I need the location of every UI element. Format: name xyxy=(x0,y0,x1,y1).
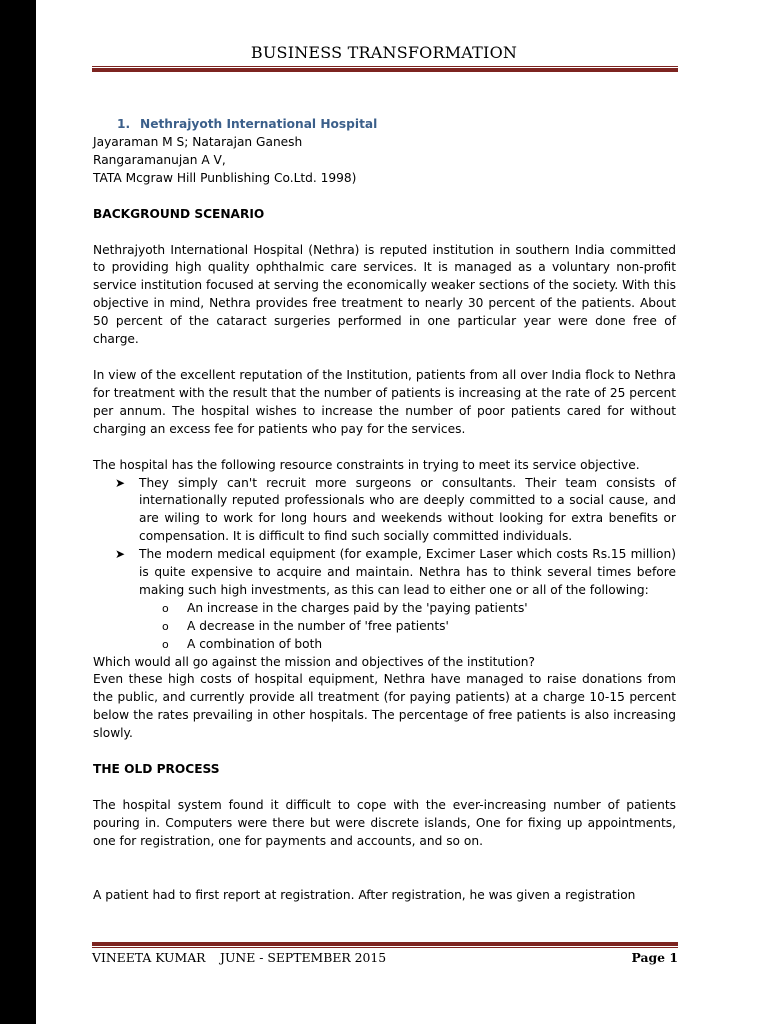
bullet-text: The modern medical equipment (for example, Excimer Laser which costs Rs.15 million) is quite expensive to acquire and maintain. Nethra has to think several times before making such high investments, as this can lead to either one or all of the following: xyxy=(139,547,676,597)
footer-rule-thin xyxy=(92,947,678,948)
publisher-line: TATA Mcgraw Hill Punblishing Co.Ltd. 1998) xyxy=(93,170,357,185)
constraints-intro: The hospital has the following resource constraints in trying to meet its service objective. xyxy=(93,457,640,472)
left-margin-bar xyxy=(0,0,36,1024)
document-body xyxy=(93,116,676,905)
sub-list-item xyxy=(139,618,676,636)
question-line: Which would all go against the mission and objectives of the institution? xyxy=(93,654,535,669)
background-paragraph-1: Nethrajyoth International Hospital (Nethra) is reputed institution in southern India committed to providing high quality ophthalmic care services. It is managed as a voluntary non-profit service institution focused at serving the economically weaker sections of the society. With this objective in mind, Nethra provides free treatment to nearly 30 percent of the patients. About 50 percent of the cataract surgeries performed in one particular year were done free of charge. xyxy=(93,242,676,347)
sub-item-text: An increase in the charges paid by the 'paying patients' xyxy=(187,600,528,615)
constraints-list xyxy=(93,475,676,654)
circle-bullet-icon: o xyxy=(162,619,169,633)
author2-line: Rangaramanujan A V, xyxy=(93,152,226,167)
authors-line: Jayaraman M S; Natarajan Ganesh xyxy=(93,134,303,149)
section-number: 1. xyxy=(117,117,131,131)
sub-item-text: A decrease in the number of 'free patients' xyxy=(187,618,449,633)
background-heading: BACKGROUND SCENARIO xyxy=(93,206,265,221)
header-rule-thick xyxy=(92,68,678,72)
sub-list xyxy=(139,600,676,654)
sub-item-text: A combination of both xyxy=(187,636,323,651)
background-paragraph-3: Even these high costs of hospital equipment, Nethra have managed to raise donations from the public, and currently provide all treatment (for paying patients) at a charge 10-15 percent below the rates prevailing in other hospitals. The percentage of free patients is also increasing slowly. xyxy=(93,672,676,741)
sub-list-item xyxy=(139,636,676,654)
old-process-paragraph-2: A patient had to first report at registration. After registration, he was given a registration xyxy=(93,887,636,902)
footer-period: JUNE - SEPTEMBER 2015 xyxy=(220,950,387,965)
section-title: Nethrajyoth International Hospital xyxy=(140,117,378,131)
circle-bullet-icon: o xyxy=(162,637,169,651)
footer-page-number: Page 1 xyxy=(631,950,678,965)
arrow-bullet-icon: ➤ xyxy=(115,547,126,562)
sub-list-item xyxy=(139,600,676,618)
list-item xyxy=(93,475,676,547)
header-rule-thin xyxy=(92,66,678,67)
list-item xyxy=(93,546,676,653)
circle-bullet-icon: o xyxy=(162,601,169,615)
bullet-text: They simply can't recruit more surgeons or consultants. Their team consists of internationally reputed professionals who are deeply committed to a social cause, and are wiling to work for long hours and weekends without looking for extra benefits or compensation. It is difficult to find such socially committed individuals. xyxy=(139,475,676,544)
background-paragraph-2: In view of the excellent reputation of the Institution, patients from all over India flock to Nethra for treatment with the result that the number of patients is increasing at the rate of 25 percent per annum. The hospital wishes to increase the number of poor patients cared for without charging an excess fee for patients who pay for the services. xyxy=(93,367,676,436)
page-header-title: BUSINESS TRANSFORMATION xyxy=(250,43,518,62)
arrow-bullet-icon: ➤ xyxy=(115,475,126,490)
section-heading xyxy=(93,116,676,134)
footer-author: VINEETA KUMAR xyxy=(92,950,206,965)
old-process-heading: THE OLD PROCESS xyxy=(93,762,220,777)
footer-rule-thick xyxy=(92,942,678,946)
old-process-paragraph-1: The hospital system found it difficult to cope with the ever-increasing number of patients pouring in. Computers were there but were discrete islands, One for fixing up appointments, one for registration, one for payments and accounts, and so on. xyxy=(93,798,676,848)
